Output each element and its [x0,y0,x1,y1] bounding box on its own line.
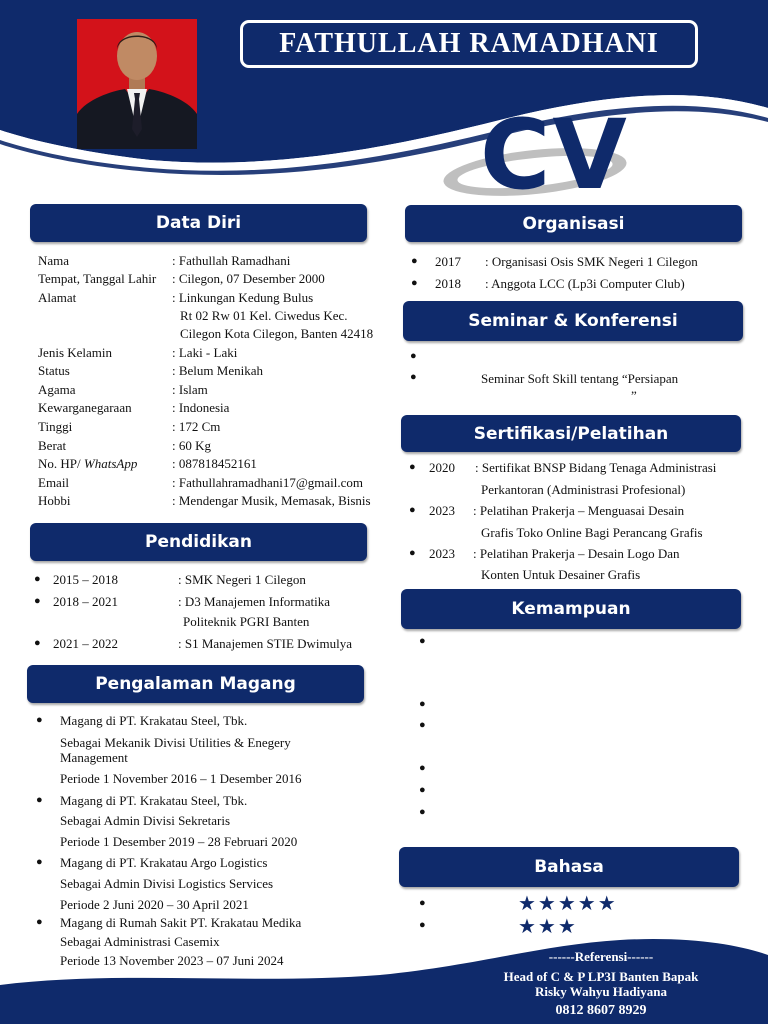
pendidikan-2-value-2: Politeknik PGRI Banten [183,614,310,629]
bullet-icon: ● [34,637,41,649]
bullet-icon: ● [409,504,416,516]
full-name-title: FATHULLAH RAMADHANI [240,20,698,68]
bullet-icon: ● [419,897,426,909]
alamat-value-3: Cilegon Kota Cilegon, Banten 42418 [180,326,374,341]
pendidikan-1-year: 2015 – 2018 [53,572,118,587]
sertifikasi-1-year: 2020 [429,460,455,475]
alamat-value-2: Rt 02 Rw 01 Kel. Ciwedus Kec. [180,308,348,323]
bullet-icon: ● [410,371,417,383]
bullet-icon: ● [34,573,41,585]
magang-1-line-4: Periode 1 November 2016 – 1 Desember 2016 [60,771,302,786]
organisasi-1-year: 2017 [435,254,461,269]
ttl-label: Tempat, Tanggal Lahir [38,271,157,286]
hp-value: : 087818452161 [172,456,257,471]
kewarganegaraan-label: Kewarganegaraan [38,400,132,415]
magang-1-line-3: Management [60,750,128,765]
hp-label [38,456,137,471]
bullet-icon: ● [419,784,426,796]
magang-2-line-1: Magang di PT. Krakatau Steel, Tbk. [60,793,248,808]
sertifikasi-3-year: 2023 [429,546,455,561]
jenis-kelamin-value: : Laki - Laki [172,345,238,360]
referensi-line-2: Risky Wahyu Hadiyana [535,984,667,999]
bullet-icon: ● [419,919,426,931]
seminar-1: Seminar Soft Skill tentang “Persiapan [481,371,679,386]
cv-logo [440,110,710,200]
section-header-seminar: Seminar & Konferensi [403,301,743,341]
bullet-icon: ● [411,255,418,267]
bullet-icon: ● [411,277,418,289]
bullet-icon: ● [419,762,426,774]
seminar-1-cont: ” [631,388,637,403]
status-label: Status [38,363,70,378]
pendidikan-3-year: 2021 – 2022 [53,636,118,651]
bullet-icon: ● [34,595,41,607]
alamat-label: Alamat [38,290,77,305]
magang-4-line-1: Magang di Rumah Sakit PT. Krakatau Medika [60,915,302,930]
berat-value: : 60 Kg [172,438,211,453]
language-2-star-rating: ★★★ [518,914,578,938]
cv-logo-text: CV [480,110,629,200]
pendidikan-3-value: : S1 Manajemen STIE Dwimulya [178,636,353,651]
sertifikasi-3-line-2: Konten Untuk Desainer Grafis [481,567,641,582]
section-header-sertifikasi: Sertifikasi/Pelatihan [401,415,741,452]
section-header-organisasi: Organisasi [405,205,742,242]
bullet-icon: ● [419,806,426,818]
referensi-title: ------Referensi------ [548,949,654,964]
bullet-icon: ● [409,461,416,473]
section-header-kemampuan: Kemampuan [401,589,741,629]
status-value: : Belum Menikah [172,363,263,378]
nama-value: : Fathullah Ramadhani [172,253,291,268]
profile-photo [77,19,197,149]
sertifikasi-2-year: 2023 [429,503,455,518]
sertifikasi-1-line-2: Perkantoran (Administrasi Profesional) [481,482,686,497]
sertifikasi-2-line-1: : Pelatihan Prakerja – Menguasai Desain [473,503,685,518]
bullet-icon: ● [36,916,43,928]
agama-label: Agama [38,382,76,397]
referensi-line-1: Head of C & P LP3I Banten Bapak [503,969,699,984]
tinggi-label: Tinggi [38,419,73,434]
hobbi-label: Hobbi [38,493,71,508]
nama-label: Nama [38,253,70,268]
magang-3-line-2: Sebagai Admin Divisi Logistics Services [60,876,274,891]
magang-4-line-3: Periode 13 November 2023 – 07 Juni 2024 [60,953,284,968]
magang-4-line-2: Sebagai Administrasi Casemix [60,934,220,949]
section-header-pendidikan: Pendidikan [30,523,367,561]
sertifikasi-1-line-1: : Sertifikat BNSP Bidang Tenaga Administrasi [475,460,717,475]
pendidikan-1-value: : SMK Negeri 1 Cilegon [178,572,306,587]
organisasi-2-value: : Anggota LCC (Lp3i Computer Club) [485,276,685,291]
bullet-icon: ● [419,698,426,710]
bullet-icon: ● [419,635,426,647]
alamat-value-1: : Linkungan Kedung Bulus [172,290,314,305]
organisasi-2-year: 2018 [435,276,461,291]
sertifikasi-2-line-2: Grafis Toko Online Bagi Perancang Grafis [481,525,703,540]
bullet-icon: ● [419,719,426,731]
email-label: Email [38,475,70,490]
whatsapp-label: WhatsApp [83,456,138,471]
magang-2-line-3: Periode 1 Desember 2019 – 28 Februari 2020 [60,834,298,849]
bullet-icon: ● [410,350,417,362]
section-header-pengalaman-magang: Pengalaman Magang [27,665,364,703]
berat-label: Berat [38,438,67,453]
jenis-kelamin-label: Jenis Kelamin [38,345,113,360]
ttl-value: : Cilegon, 07 Desember 2000 [172,271,325,286]
pendidikan-2-value-1: : D3 Manajemen Informatika [178,594,330,609]
hp-label-text: No. HP/ [38,456,84,471]
pendidikan-2-year: 2018 – 2021 [53,594,118,609]
bullet-icon: ● [409,547,416,559]
sertifikasi-3-line-1: : Pelatihan Prakerja – Desain Logo Dan [473,546,680,561]
hobbi-value: : Mendengar Musik, Memasak, Bisnis [172,493,371,508]
bullet-icon: ● [36,714,43,726]
section-header-data-diri: Data Diri [30,204,367,242]
email-value: : Fathullahramadhani17@gmail.com [172,475,364,490]
agama-value: : Islam [172,382,208,397]
kewarganegaraan-value: : Indonesia [172,400,230,415]
magang-1-line-1: Magang di PT. Krakatau Steel, Tbk. [60,713,248,728]
tinggi-value: : 172 Cm [172,419,221,434]
bullet-icon: ● [36,794,43,806]
person-portrait-icon [77,19,197,149]
bullet-icon: ● [36,856,43,868]
magang-3-line-3: Periode 2 Juni 2020 – 30 April 2021 [60,897,249,912]
magang-2-line-2: Sebagai Admin Divisi Sekretaris [60,813,231,828]
magang-1-line-2: Sebagai Mekanik Divisi Utilities & Enegery [60,735,291,750]
organisasi-1-value: : Organisasi Osis SMK Negeri 1 Cilegon [485,254,698,269]
magang-3-line-1: Magang di PT. Krakatau Argo Logistics [60,855,268,870]
language-1-star-rating: ★★★★★ [518,891,618,915]
referensi-phone: 0812 8607 8929 [555,1003,647,1018]
section-header-bahasa: Bahasa [399,847,739,887]
